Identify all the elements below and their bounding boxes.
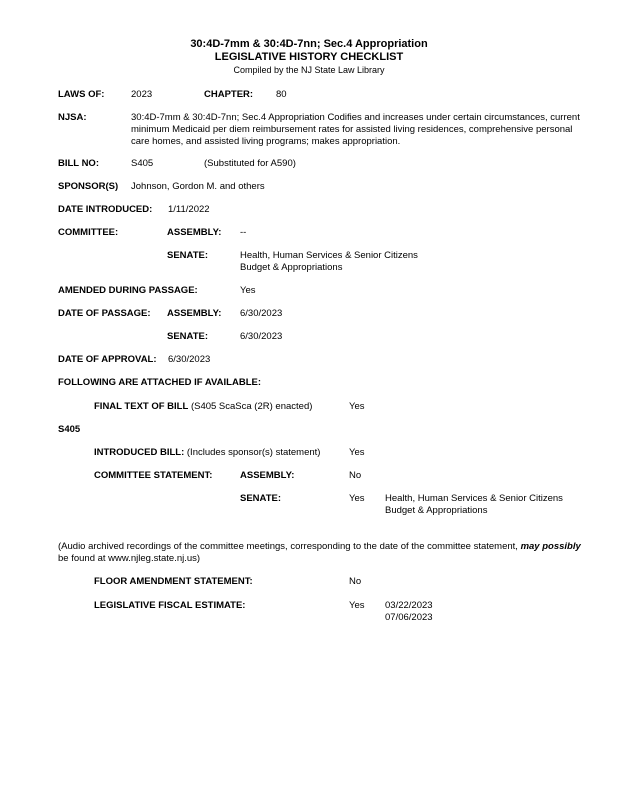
- date-of-approval-value: 6/30/2023: [168, 354, 211, 365]
- substituted-for: (Substituted for A590): [204, 158, 296, 169]
- floor-amendment-label: FLOOR AMENDMENT STATEMENT:: [94, 576, 253, 587]
- committee-assembly-value: --: [240, 227, 247, 238]
- date-introduced-value: 1/11/2022: [168, 204, 210, 215]
- introduced-bill-value: Yes: [349, 447, 365, 458]
- statement-assembly-label: ASSEMBLY:: [240, 470, 295, 481]
- following-attached-heading: FOLLOWING ARE ATTACHED IF AVAILABLE:: [58, 377, 261, 388]
- fiscal-estimate-value: Yes: [349, 600, 365, 611]
- njsa-line-1: 30:4D-7mm & 30:4D-7nn; Sec.4 Appropriation Codifies and increases under certain circumstances, current: [131, 112, 580, 123]
- njsa-label: NJSA:: [58, 112, 87, 123]
- audio-note-line-1: [58, 541, 581, 553]
- committee-assembly-label: ASSEMBLY:: [167, 227, 222, 238]
- audio-note-emphasis: may possibly: [520, 541, 581, 552]
- final-text-row: [94, 401, 312, 413]
- njsa-line-3: care homes, and assisted living programs; makes appropriation.: [131, 136, 401, 147]
- amended-value: Yes: [240, 285, 256, 296]
- laws-of-label: LAWS OF:: [58, 89, 105, 100]
- final-text-detail: (S405 ScaSca (2R) enacted): [190, 401, 313, 412]
- fiscal-estimate-date-1: 03/22/2023: [385, 600, 433, 611]
- amended-label: AMENDED DURING PASSAGE:: [58, 285, 198, 296]
- date-of-approval-label: DATE OF APPROVAL:: [58, 354, 157, 365]
- sponsor-label: SPONSOR(S): [58, 181, 119, 192]
- statement-assembly-value: No: [349, 470, 362, 481]
- fiscal-estimate-date-2: 07/06/2023: [385, 612, 433, 623]
- njsa-line-2: minimum Medicaid per diem reimbursement rates for assisted living residences, comprehensive personal: [131, 124, 573, 135]
- introduced-bill-detail: (Includes sponsor(s) statement): [186, 447, 321, 458]
- passage-senate-value: 6/30/2023: [240, 331, 283, 342]
- compiled-by: Compiled by the NJ State Law Library: [233, 65, 385, 75]
- committee-statement-label: COMMITTEE STATEMENT:: [94, 470, 213, 481]
- introduced-bill-row: [94, 447, 320, 459]
- statement-senate-value: Yes: [349, 493, 365, 504]
- fiscal-estimate-label: LEGISLATIVE FISCAL ESTIMATE:: [94, 600, 246, 611]
- committee-senate-label: SENATE:: [167, 250, 208, 261]
- final-text-label: FINAL TEXT OF BILL: [94, 401, 189, 412]
- final-text-value: Yes: [349, 401, 365, 412]
- bill-no-value: S405: [131, 158, 154, 169]
- committee-label: COMMITTEE:: [58, 227, 119, 238]
- passage-senate-label: SENATE:: [167, 331, 208, 342]
- chapter-value: 80: [276, 89, 287, 100]
- checklist-heading: LEGISLATIVE HISTORY CHECKLIST: [214, 51, 404, 63]
- document-title: 30:4D-7mm & 30:4D-7nn; Sec.4 Appropriation: [190, 38, 428, 50]
- committee-senate-line-2: Budget & Appropriations: [240, 262, 343, 273]
- laws-of-value: 2023: [131, 89, 153, 100]
- statement-senate-label: SENATE:: [240, 493, 281, 504]
- statement-senate-line-1: Health, Human Services & Senior Citizens: [385, 493, 563, 504]
- date-introduced-label: DATE INTRODUCED:: [58, 204, 153, 215]
- date-of-passage-label: DATE OF PASSAGE:: [58, 308, 151, 319]
- chapter-label: CHAPTER:: [204, 89, 254, 100]
- bill-no-label: BILL NO:: [58, 158, 99, 169]
- passage-assembly-label: ASSEMBLY:: [167, 308, 222, 319]
- passage-assembly-value: 6/30/2023: [240, 308, 283, 319]
- introduced-bill-label: INTRODUCED BILL:: [94, 447, 185, 458]
- committee-senate-line-1: Health, Human Services & Senior Citizens: [240, 250, 418, 261]
- statement-senate-line-2: Budget & Appropriations: [385, 505, 488, 516]
- sponsor-value: Johnson, Gordon M. and others: [131, 181, 265, 192]
- audio-note-line-2: be found at www.njleg.state.nj.us): [58, 553, 201, 564]
- section-bill-number: S405: [58, 424, 81, 435]
- floor-amendment-value: No: [349, 576, 362, 587]
- audio-note-text: (Audio archived recordings of the committee meetings, corresponding to the date of the committee statement,: [58, 541, 521, 552]
